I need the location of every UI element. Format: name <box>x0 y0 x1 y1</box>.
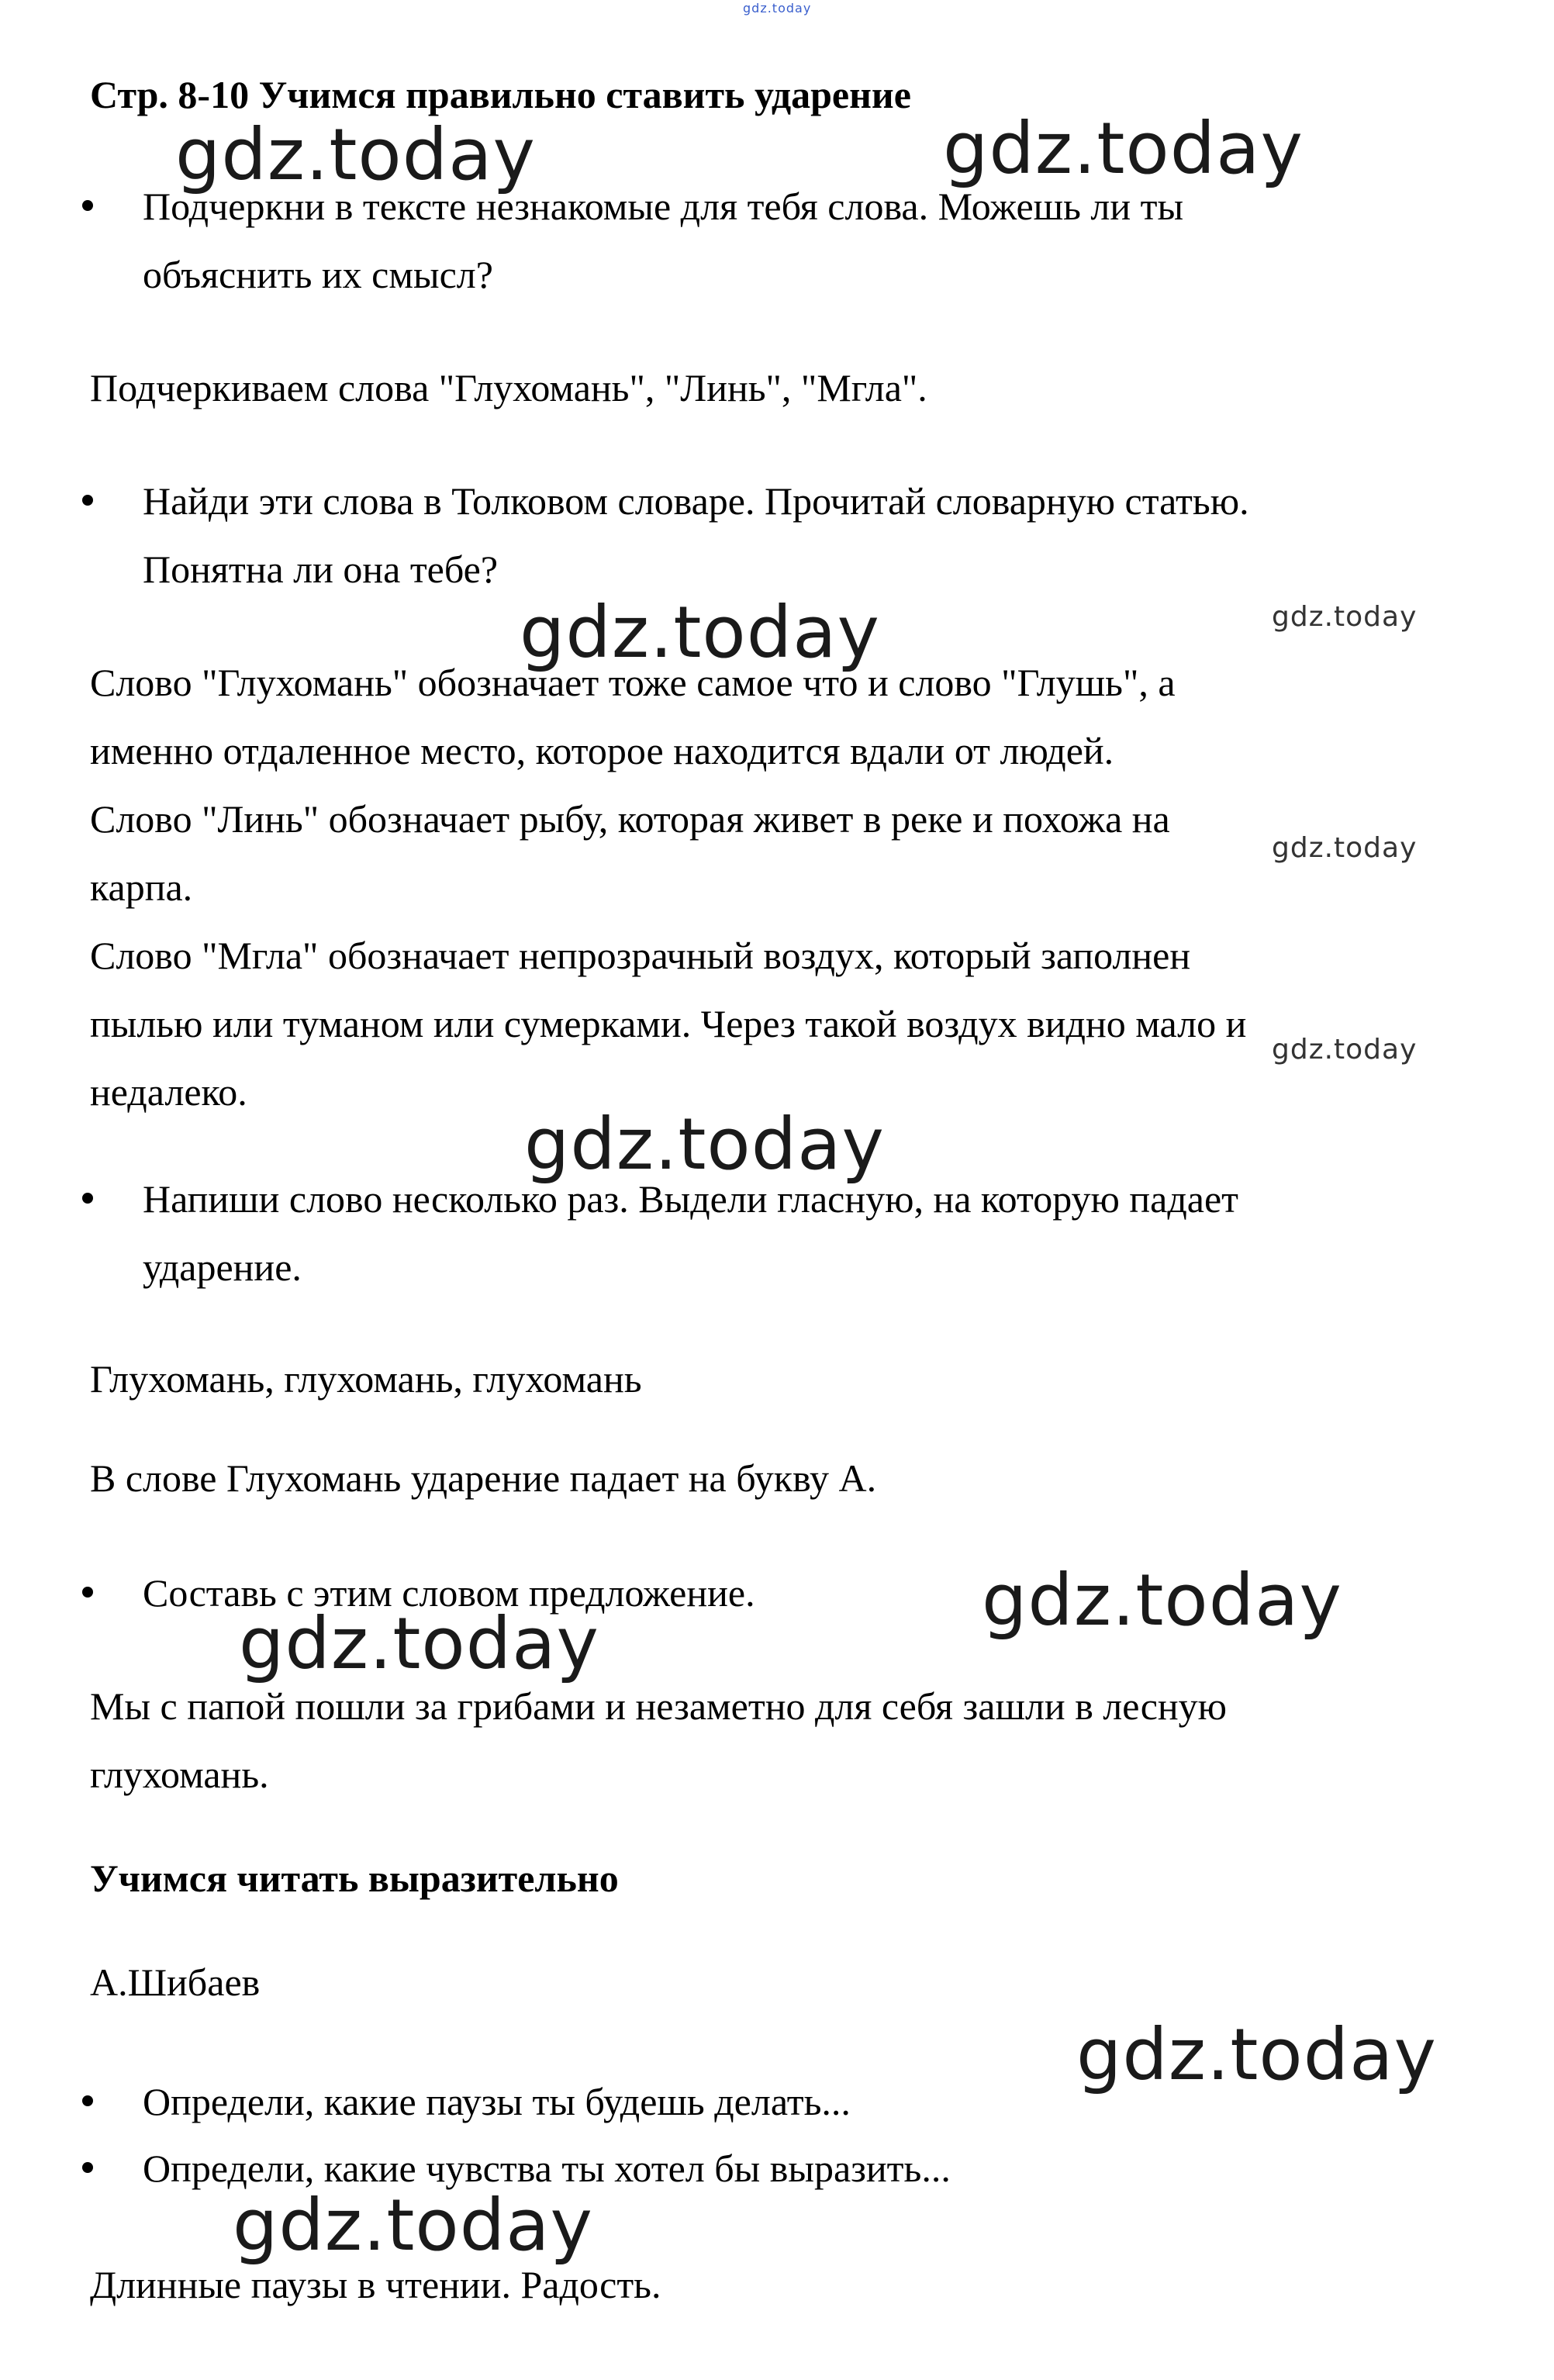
question-text-line: объяснить их смысл? <box>143 253 493 296</box>
watermark-6: gdz.today <box>239 1602 599 1685</box>
question-text-line: Найди эти слова в Толковом словаре. Прочитай словарную статью. <box>143 479 1249 523</box>
bullet-icon <box>82 2162 93 2173</box>
answer-text-line: недалеко. <box>90 1070 247 1114</box>
watermark-1: gdz.today <box>175 113 536 196</box>
bullet-icon <box>82 1193 93 1204</box>
watermark-top: gdz.today <box>743 1 812 16</box>
bullet-icon <box>82 495 93 506</box>
answer-definitions <box>90 648 1478 1126</box>
watermark-4: gdz.today <box>524 1103 885 1186</box>
question-text-line: Понятна ли она тебе? <box>143 548 499 591</box>
watermark-5: gdz.today <box>982 1559 1342 1642</box>
question-dictionary <box>82 467 1478 603</box>
answer-text-line: пылью или туманом или сумерками. Через такой воздух видно мало и <box>90 1002 1247 1045</box>
watermark-small-1: gdz.today <box>1272 601 1418 633</box>
answer-text-line: Мы с папой пошли за грибами и незаметно для себя зашли в лесную <box>90 1684 1227 1728</box>
bullet-icon <box>82 2095 93 2106</box>
bullet-icon <box>82 1587 93 1598</box>
watermark-8: gdz.today <box>233 2184 593 2267</box>
answer-text-line: Слово "Мгла" обозначает непрозрачный воздух, который заполнен <box>90 934 1191 977</box>
question-underline-words <box>82 172 1478 309</box>
watermark-small-2: gdz.today <box>1272 832 1418 864</box>
watermark-2: gdz.today <box>943 107 1304 190</box>
answer-stress-letter: В слове Глухомань ударение падает на букву А. <box>90 1456 877 1500</box>
watermark-small-3: gdz.today <box>1272 1034 1418 1066</box>
answer-word-repeated: Глухомань, глухомань, глухомань <box>90 1357 642 1401</box>
answer-text-line: именно отдаленное место, которое находится вдали от людей. <box>90 729 1114 772</box>
author-name: А.Шибаев <box>90 1960 261 2004</box>
bullet-icon <box>82 200 93 211</box>
question-text-line: Определи, какие чувства ты хотел бы выразить... <box>143 2147 951 2190</box>
watermark-7: gdz.today <box>1076 2013 1437 2096</box>
answer-underlined-words: Подчеркиваем слова "Глухомань", "Линь", "Мгла". <box>90 366 927 409</box>
section-heading-expressive: Учимся читать выразительно <box>90 1857 619 1900</box>
answer-text-line: Слово "Глухомань" обозначает тоже самое что и слово "Глушь", а <box>90 661 1176 704</box>
section-heading-stress: Стр. 8-10 Учимся правильно ставить ударение <box>90 73 911 116</box>
answer-text-line: глухомань. <box>90 1753 269 1796</box>
question-text-line: Напиши слово несколько раз. Выдели гласную, на которую падает <box>143 1177 1239 1221</box>
watermark-3: gdz.today <box>520 591 880 674</box>
answer-sentence <box>90 1672 1478 1808</box>
question-write-word <box>82 1165 1478 1301</box>
answer-text-line: карпа. <box>90 865 193 909</box>
question-text-line: Подчеркни в тексте незнакомые для тебя слова. Можешь ли ты <box>143 185 1184 228</box>
question-text-line: Определи, какие паузы ты будешь делать... <box>143 2080 851 2123</box>
question-pauses <box>82 2067 1478 2136</box>
answer-pauses-feelings: Длинные паузы в чтении. Радость. <box>90 2263 661 2306</box>
question-text-line: Составь с этим словом предложение. <box>143 1571 755 1615</box>
question-text-line: ударение. <box>143 1245 302 1289</box>
answer-text-line: Слово "Линь" обозначает рыбу, которая живет в реке и похожа на <box>90 797 1170 841</box>
